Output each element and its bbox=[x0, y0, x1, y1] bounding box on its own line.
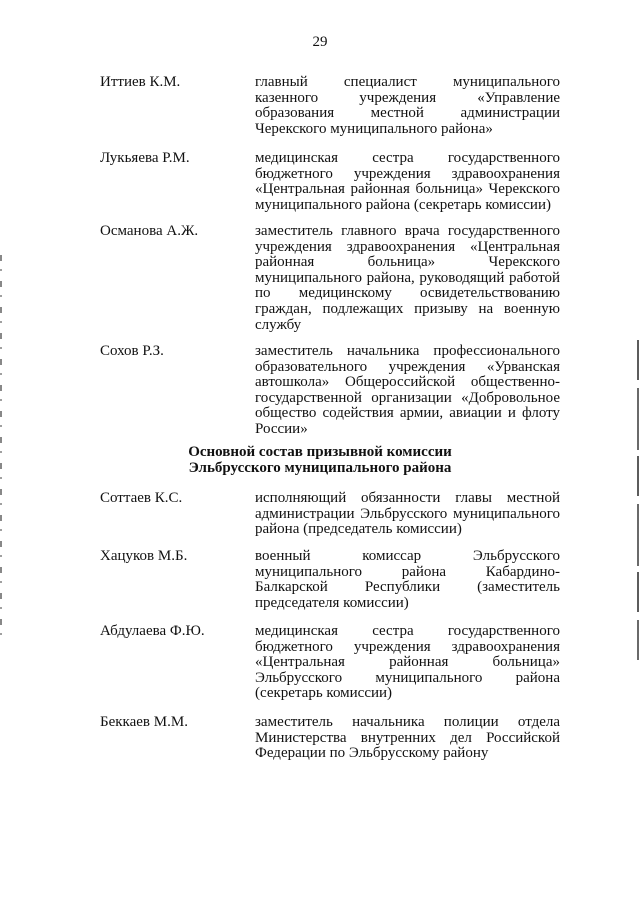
member-role: главный специалист муниципального казенного учреждения «Управление образования местной администрации Черекского муниципального района» bbox=[255, 74, 560, 137]
member-role: медицинская сестра государственного бюджетного учреждения здравоохранения «Центральная районная больница» Черекского муниципального района (секретарь комиссии) bbox=[255, 150, 560, 213]
member-role: военный комиссар Эльбрусского муниципального района Кабардино-Балкарской Республики (заместитель председателя комиссии) bbox=[255, 548, 560, 611]
member-role: заместитель начальника профессионального образовательного учреждения «Урванская автошкола» Общероссийской общественно-государственной организации «Добровольное общество содействия армии, авиации и флоту России» bbox=[255, 343, 560, 437]
section-heading-line: Основной состав призывной комиссии bbox=[188, 444, 452, 460]
member-role: заместитель начальника полиции отдела Министерства внутренних дел Российской Федерации по Эльбрусскому району bbox=[255, 714, 560, 762]
page-number: 29 bbox=[312, 34, 328, 50]
section-heading-line: Эльбрусского муниципального района bbox=[188, 460, 452, 476]
scan-edge-mark bbox=[0, 255, 2, 645]
member-name: Сохов Р.З. bbox=[100, 343, 164, 359]
member-name: Беккаев М.М. bbox=[100, 714, 188, 730]
member-name: Иттиев К.М. bbox=[100, 74, 181, 90]
member-name: Соттаев К.С. bbox=[100, 490, 183, 506]
member-name: Османова А.Ж. bbox=[100, 223, 199, 239]
member-role: заместитель главного врача государственного учреждения здравоохранения «Центральная районная больница» Черекского муниципального района, руководящий работой по медицинскому освидетельствованию граждан, подлежащих призыву на военную службу bbox=[255, 223, 560, 333]
member-role: медицинская сестра государственного бюджетного учреждения здравоохранения «Центральная районная больница» Эльбрусского муниципального района (секретарь комиссии) bbox=[255, 623, 560, 702]
member-name: Абдулаева Ф.Ю. bbox=[100, 623, 205, 639]
member-name: Хацуков М.Б. bbox=[100, 548, 188, 564]
member-role: исполняющий обязанности главы местной администрации Эльбрусского муниципального района (председатель комиссии) bbox=[255, 490, 560, 538]
section-heading bbox=[0, 444, 640, 476]
scan-edge-mark bbox=[637, 340, 639, 660]
member-name: Лукьяева Р.М. bbox=[100, 150, 190, 166]
